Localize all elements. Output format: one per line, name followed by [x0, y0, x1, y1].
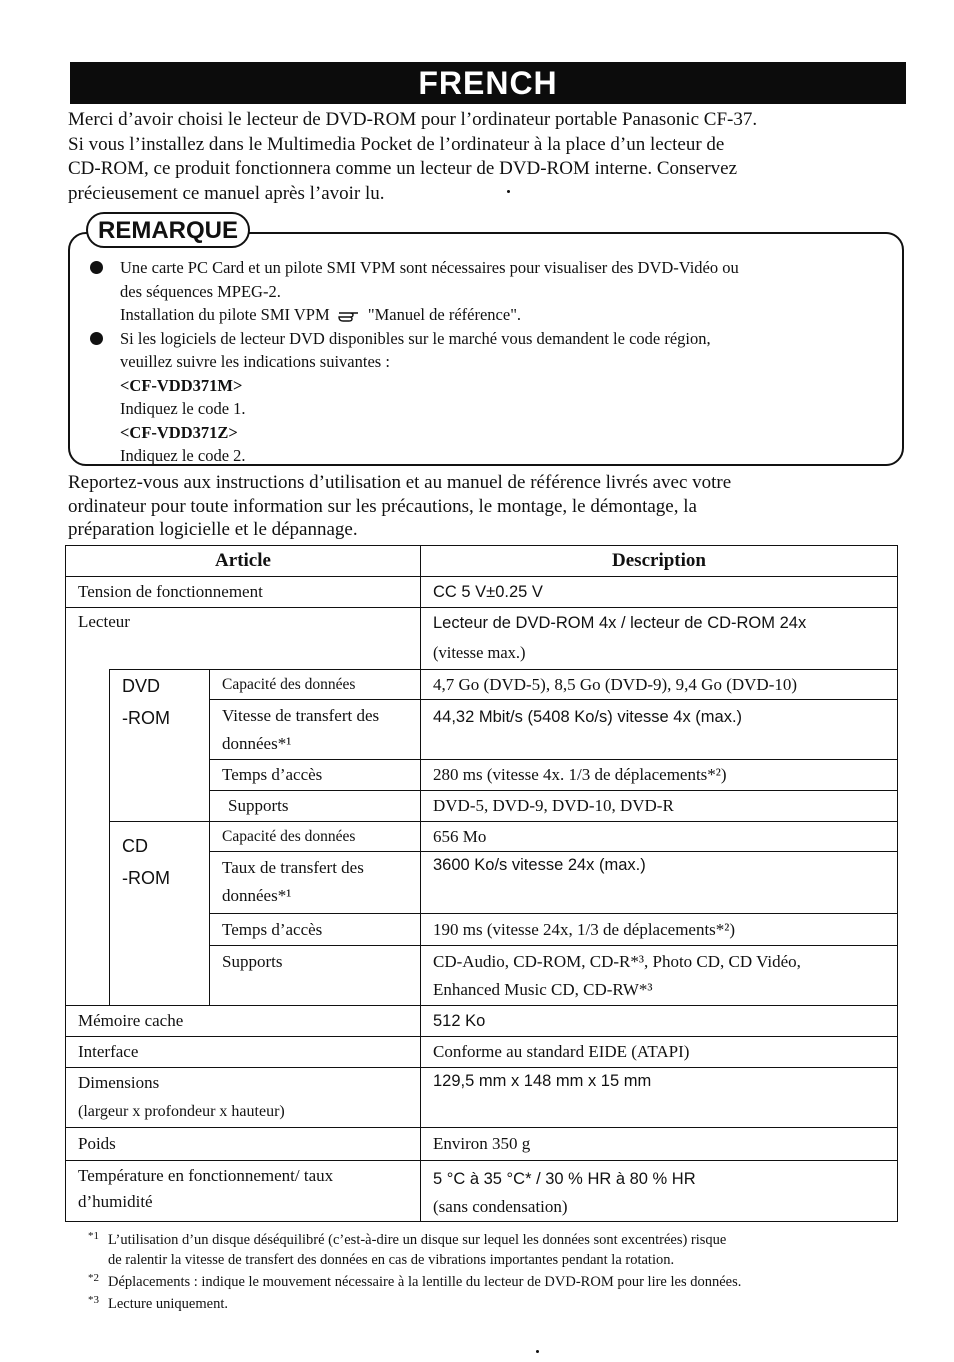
row-label: Lecteur: [66, 608, 421, 670]
table-header-row: [66, 546, 898, 577]
row-value: 4,7 Go (DVD-5), 8,5 Go (DVD-9), 9,4 Go (DVD-10): [421, 670, 898, 700]
label-line: Vitesse de transfert des: [222, 706, 380, 725]
row-label: Supports: [210, 946, 421, 1006]
note-line: Une carte PC Card et un pilote SMI VPM sont nécessaires pour visualiser des DVD-Vidéo ou: [120, 258, 739, 277]
footnote-line: L’utilisation d’un disque déséquilibré (c’est-à-dire un disque sur lequel les données sont excentrées) risque: [108, 1232, 727, 1248]
column-header-description: Description: [421, 546, 898, 577]
footnotes: [88, 1230, 898, 1314]
row-label: Capacité des données: [210, 822, 421, 852]
intro-paragraph: [68, 108, 898, 206]
reference-hand-icon: [338, 309, 360, 323]
value-line: (sans condensation): [433, 1197, 568, 1216]
reference-line: préparation logicielle et le dépannage.: [68, 519, 358, 540]
label-line: d’humidité: [78, 1192, 153, 1211]
region-code: Indiquez le code 1.: [120, 399, 246, 418]
reference-line: Reportez-vous aux instructions d’utilisation et au manuel de référence livrés avec votre: [68, 472, 732, 493]
label-line: (largeur x profondeur x hauteur): [78, 1103, 285, 1120]
intro-line: précieusement ce manuel après l’avoir lu.: [68, 182, 385, 204]
region-model: <CF-VDD371Z>: [120, 422, 238, 442]
label-line: données*¹: [222, 734, 292, 753]
row-label: Poids: [66, 1128, 421, 1161]
column-header-article: Article: [66, 546, 421, 577]
row-value: [421, 608, 898, 670]
row-value: Environ 350 g: [421, 1128, 898, 1161]
row-label: Temps d’accès: [210, 914, 421, 946]
row-label: Tension de fonctionnement: [66, 577, 421, 608]
table-row: [66, 1161, 898, 1222]
footnote-line: de ralentir la vitesse de transfert des données en cas de vibrations importantes pendant la rotation.: [108, 1252, 675, 1268]
row-label: Interface: [66, 1037, 421, 1068]
table-row: [66, 577, 898, 608]
region-model: <CF-VDD371M>: [120, 375, 243, 395]
footnote: [88, 1230, 898, 1270]
bullet-icon: [90, 261, 103, 274]
bullet-icon: [90, 332, 103, 345]
value-line: CD-Audio, CD-ROM, CD-R*³, Photo CD, CD Vidéo,: [433, 952, 801, 971]
row-value: 129,5 mm x 148 mm x 15 mm: [421, 1068, 898, 1128]
row-value: 656 Mo: [421, 822, 898, 852]
scan-speck: [536, 1350, 539, 1353]
lecteur-indent: [66, 670, 110, 1006]
group-label-line: DVD: [122, 676, 161, 696]
row-value: DVD-5, DVD-9, DVD-10, DVD-R: [421, 791, 898, 822]
value-line: (vitesse max.): [433, 643, 526, 662]
row-value: 512 Ko: [421, 1006, 898, 1037]
note-text: Installation du pilote SMI VPM: [120, 305, 330, 324]
page-banner: FRENCH: [70, 62, 906, 104]
spec-table: [65, 545, 898, 1222]
row-label: Temps d’accès: [210, 760, 421, 791]
footnote: [88, 1294, 898, 1314]
row-value: 190 ms (vitesse 24x, 1/3 de déplacements*²): [421, 914, 898, 946]
group-label-line: -ROM: [122, 708, 170, 728]
region-code: Indiquez le code 2.: [120, 446, 246, 465]
scan-speck: [507, 190, 510, 193]
intro-line: CD-ROM, ce produit fonctionnera comme un lecteur de DVD-ROM interne. Conservez: [68, 158, 738, 179]
note-line: [120, 303, 890, 327]
label-line: Dimensions: [78, 1073, 160, 1092]
group-label-dvd: [110, 670, 210, 822]
value-line: Enhanced Music CD, CD-RW*³: [433, 980, 653, 999]
table-row: [66, 1037, 898, 1068]
note-line: veuillez suivre les indications suivantes :: [120, 352, 390, 371]
row-label: Capacité des données: [210, 670, 421, 700]
row-label: Mémoire cache: [66, 1006, 421, 1037]
row-value: [421, 1161, 898, 1222]
label-line: Taux de transfert des: [222, 858, 364, 877]
row-label: [210, 852, 421, 914]
note-line: des séquences MPEG-2.: [120, 281, 281, 301]
table-row: [66, 822, 898, 852]
row-value: CC 5 V±0.25 V: [421, 577, 898, 608]
row-label: [66, 1068, 421, 1128]
row-label: [210, 700, 421, 760]
table-row: [66, 1128, 898, 1161]
row-value: 280 ms (vitesse 4x. 1/3 de déplacements*²): [421, 760, 898, 791]
value-line: 5 °C à 35 °C* / 30 % HR à 80 % HR: [433, 1170, 696, 1188]
reference-paragraph: [68, 471, 898, 542]
row-label: Supports: [210, 791, 421, 822]
remarque-label: REMARQUE: [86, 212, 250, 248]
footnote-line: Lecture uniquement.: [108, 1296, 228, 1312]
row-value: [421, 946, 898, 1006]
group-label-cd: [110, 822, 210, 1006]
row-value: Conforme au standard EIDE (ATAPI): [421, 1037, 898, 1068]
remarque-notes: [90, 256, 890, 468]
intro-line: Merci d’avoir choisi le lecteur de DVD-ROM pour l’ordinateur portable Panasonic CF-37.: [68, 109, 758, 130]
row-value: 44,32 Mbit/s (5408 Ko/s) vitesse 4x (max.): [421, 700, 898, 760]
table-row: [66, 1068, 898, 1128]
footnote-line: Déplacements : indique le mouvement nécessaire à la lentille du lecteur de DVD-ROM pour lire les données.: [108, 1274, 742, 1290]
footnote-mark: *3: [88, 1294, 99, 1306]
row-value: 3600 Ko/s vitesse 24x (max.): [421, 852, 898, 914]
table-row: [66, 608, 898, 670]
table-row: [66, 1006, 898, 1037]
note-item: [90, 327, 890, 468]
row-label: [66, 1161, 421, 1222]
intro-line: Si vous l’installez dans le Multimedia Pocket de l’ordinateur à la place d’un lecteur de: [68, 133, 725, 155]
group-label-line: CD: [122, 836, 148, 856]
group-label-line: -ROM: [122, 868, 170, 888]
footnote-mark: *2: [88, 1272, 99, 1284]
footnote: [88, 1272, 898, 1292]
note-item: [90, 256, 890, 327]
footnote-mark: *1: [88, 1230, 99, 1242]
label-line: Température en fonctionnement/ taux: [78, 1166, 334, 1185]
reference-line: ordinateur pour toute information sur les précautions, le montage, le démontage, la: [68, 495, 697, 517]
table-row: [66, 670, 898, 700]
note-text: "Manuel de référence".: [367, 305, 522, 324]
label-line: données*¹: [222, 886, 292, 905]
note-line: Si les logiciels de lecteur DVD disponibles sur le marché vous demandent le code région,: [120, 328, 711, 348]
value-line: Lecteur de DVD-ROM 4x / lecteur de CD-ROM 24x: [433, 614, 807, 632]
